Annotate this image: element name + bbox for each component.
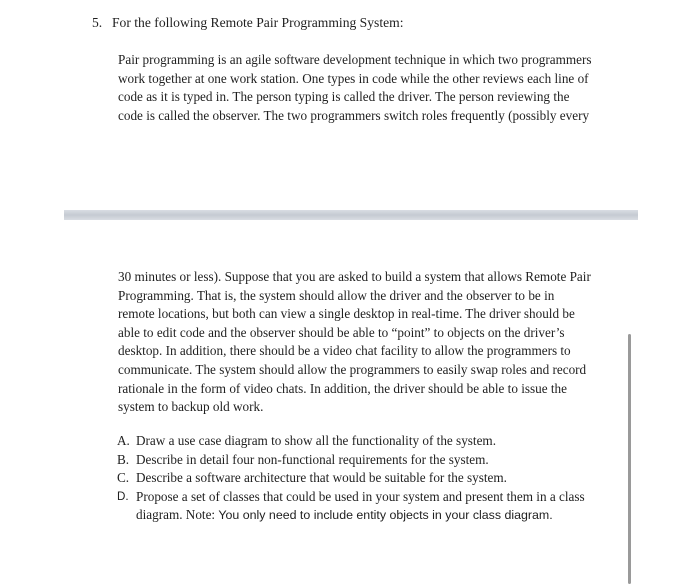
task-text	[136, 488, 585, 525]
task-marker: D.	[117, 489, 129, 503]
task-text: Describe in detail four non-functional requirements for the system.	[136, 451, 489, 467]
task-list	[117, 432, 627, 525]
task-text: Draw a use case diagram to show all the functionality of the system.	[136, 433, 496, 448]
paragraph-line: code is called the observer. The two programmers switch roles frequently (possibly every	[118, 107, 590, 123]
task-text: Describe a software architecture that would be suitable for the system.	[136, 470, 507, 486]
page-divider	[64, 210, 638, 220]
paragraph-line: work together at one work station. One types in code while the other reviews each line of	[118, 70, 589, 86]
question-title: For the following Remote Pair Programming System:	[112, 15, 404, 30]
question-number: 5.	[92, 15, 103, 30]
scrollbar[interactable]	[628, 334, 631, 584]
task-item-a	[117, 432, 627, 451]
paragraph-line: system to backup old work.	[118, 399, 264, 415]
task-marker: C.	[117, 470, 130, 486]
task-text-line	[136, 506, 585, 525]
task-marker: B.	[117, 451, 130, 467]
paragraph-line: Programming. That is, the system should allow the driver and the observer to be in	[118, 287, 555, 303]
requirements-paragraph	[118, 268, 623, 417]
intro-paragraph	[118, 51, 623, 125]
paragraph-line: code as it is typed in. The person typing is called the driver. The person reviewing the	[118, 89, 570, 105]
paragraph-line: rationale in the form of video chats. In addition, the driver should be able to issue the	[118, 380, 567, 396]
task-marker: A.	[117, 433, 130, 448]
paragraph-line: 30 minutes or less). Suppose that you are asked to build a system that allows Remote Pair	[118, 269, 591, 284]
task-text-line: Propose a set of classes that could be used in your system and present them in a class	[136, 488, 585, 504]
paragraph-line: able to edit code and the observer should be able to “point” to objects on the driver’s	[118, 324, 565, 340]
paragraph-line: Pair programming is an agile software development technique in which two programmers	[118, 52, 592, 67]
task-note-label: diagram. Note:	[136, 507, 219, 523]
paragraph-line: desktop. In addition, there should be a video chat facility to allow the programmers to	[118, 343, 571, 359]
paragraph-line: communicate. The system should allow the programmers to easily swap roles and record	[118, 361, 587, 377]
task-item-c	[117, 469, 627, 488]
task-item-b	[117, 451, 627, 470]
task-item-d	[117, 488, 627, 525]
question-heading	[92, 14, 404, 32]
paragraph-line: remote locations, but both can view a single desktop in real-time. The driver should be	[118, 306, 575, 322]
task-note-text: You only need to include entity objects in your class diagram.	[218, 508, 553, 523]
